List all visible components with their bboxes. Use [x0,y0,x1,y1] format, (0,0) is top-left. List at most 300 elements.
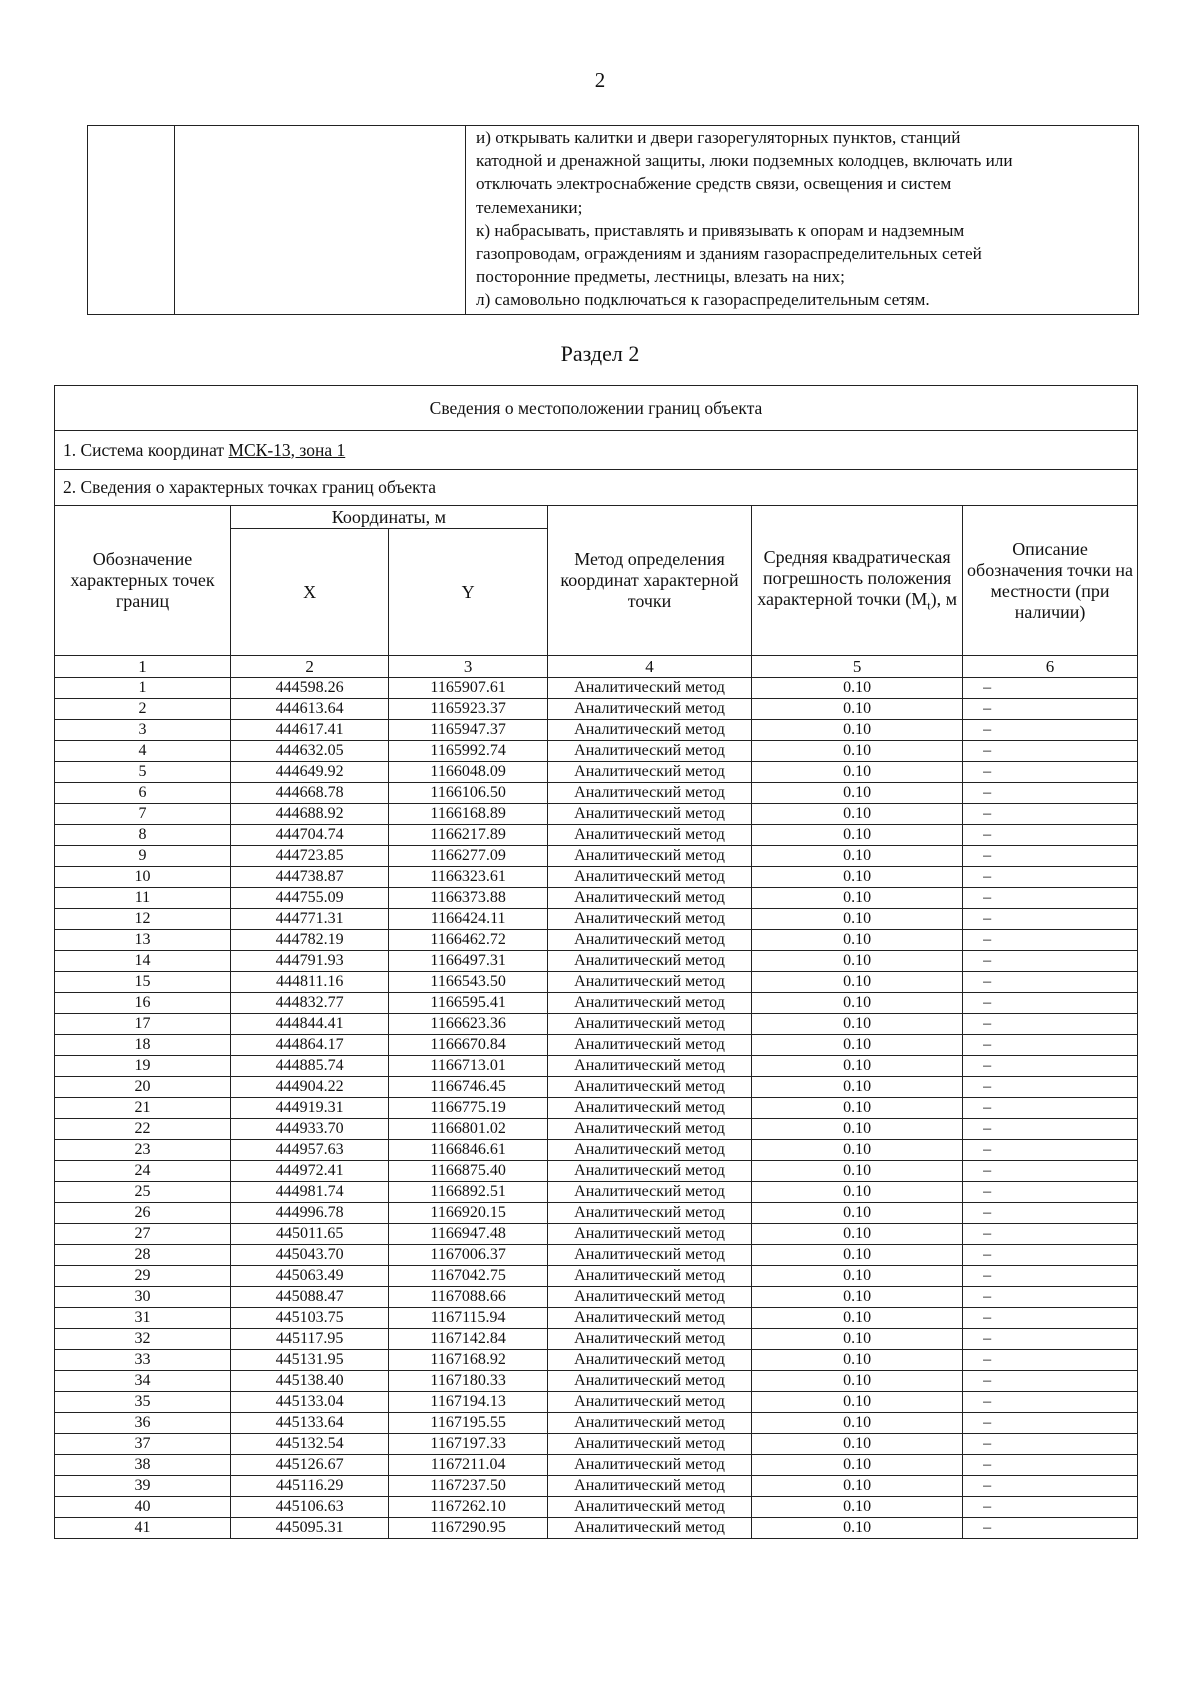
column-number: 2 [230,656,388,678]
table-row [55,1098,1138,1119]
method-cell: Аналитический метод [547,1287,751,1308]
point-number-cell: 2 [55,699,231,720]
coord-y-cell: 1166217.89 [389,825,547,846]
table-row [55,720,1138,741]
error-value-cell: 0.10 [752,825,963,846]
header-error-text: Средняя квадратическая погрешность положения характерной точки (M [757,547,952,610]
table-row [55,825,1138,846]
desc-cell: – [963,846,1138,867]
table-row [55,867,1138,888]
table-row [55,1434,1138,1455]
point-number-cell: 28 [55,1245,231,1266]
point-number-cell: 15 [55,972,231,993]
method-cell: Аналитический метод [547,1308,751,1329]
table-row [55,888,1138,909]
table-row [55,1329,1138,1350]
desc-cell: – [963,951,1138,972]
method-cell: Аналитический метод [547,678,751,699]
table-row [55,1392,1138,1413]
column-number-row [55,656,1138,678]
point-number-cell: 21 [55,1098,231,1119]
coord-system-cell [55,431,1138,470]
point-number-cell: 39 [55,1476,231,1497]
coord-y-cell: 1166670.84 [389,1035,547,1056]
error-value-cell: 0.10 [752,804,963,825]
error-value-cell: 0.10 [752,1119,963,1140]
table-row [55,783,1138,804]
coord-x-cell: 445131.95 [230,1350,388,1371]
desc-cell: – [963,1245,1138,1266]
coord-y-cell: 1166323.61 [389,867,547,888]
point-number-cell: 32 [55,1329,231,1350]
boundary-points-table [54,385,1138,1539]
column-number: 4 [547,656,751,678]
table-row [55,1350,1138,1371]
method-cell: Аналитический метод [547,951,751,972]
coord-y-cell: 1165907.61 [389,678,547,699]
desc-cell: – [963,888,1138,909]
coord-x-cell: 445126.67 [230,1455,388,1476]
table-row [55,1140,1138,1161]
desc-cell: – [963,1266,1138,1287]
coord-y-cell: 1166277.09 [389,846,547,867]
coord-y-cell: 1166801.02 [389,1119,547,1140]
error-value-cell: 0.10 [752,720,963,741]
point-number-cell: 17 [55,1014,231,1035]
coord-y-cell: 1167197.33 [389,1434,547,1455]
coord-y-cell: 1166920.15 [389,1203,547,1224]
coord-x-cell: 445011.65 [230,1224,388,1245]
header-description: Описание обозначения точки на местности (при наличии) [963,506,1138,656]
table-row [55,1371,1138,1392]
desc-cell: – [963,1413,1138,1434]
coord-x-cell: 444688.92 [230,804,388,825]
coord-y-cell: 1166106.50 [389,783,547,804]
coord-x-cell: 444811.16 [230,972,388,993]
error-value-cell: 0.10 [752,1455,963,1476]
error-value-cell: 0.10 [752,1392,963,1413]
method-cell: Аналитический метод [547,993,751,1014]
coord-y-cell: 1167006.37 [389,1245,547,1266]
header-error [752,506,963,656]
coord-y-cell: 1167142.84 [389,1329,547,1350]
method-cell: Аналитический метод [547,1056,751,1077]
error-value-cell: 0.10 [752,699,963,720]
point-number-cell: 34 [55,1371,231,1392]
method-cell: Аналитический метод [547,1329,751,1350]
table-row [55,930,1138,951]
desc-cell: – [963,867,1138,888]
coord-x-cell: 445133.04 [230,1392,388,1413]
method-cell: Аналитический метод [547,867,751,888]
method-cell: Аналитический метод [547,1203,751,1224]
table-row [55,1035,1138,1056]
point-number-cell: 22 [55,1119,231,1140]
coord-y-cell: 1166746.45 [389,1077,547,1098]
method-cell: Аналитический метод [547,1476,751,1497]
coord-x-cell: 444617.41 [230,720,388,741]
method-cell: Аналитический метод [547,1455,751,1476]
method-cell: Аналитический метод [547,1035,751,1056]
restriction-line: телемеханики; [476,197,583,217]
point-number-cell: 19 [55,1056,231,1077]
table-row [55,1455,1138,1476]
point-number-cell: 26 [55,1203,231,1224]
restrictions-empty-cell-2 [175,126,466,315]
point-number-cell: 29 [55,1266,231,1287]
coord-x-cell: 445043.70 [230,1245,388,1266]
coord-system-row [55,431,1138,470]
error-value-cell: 0.10 [752,993,963,1014]
point-number-cell: 33 [55,1350,231,1371]
coord-y-cell: 1167211.04 [389,1455,547,1476]
coord-y-cell: 1166543.50 [389,972,547,993]
header-coordinates: Координаты, м [230,506,547,529]
method-cell: Аналитический метод [547,930,751,951]
header-method: Метод определения координат характерной точки [547,506,751,656]
coord-y-cell: 1166892.51 [389,1182,547,1203]
coord-x-cell: 444613.64 [230,699,388,720]
coord-x-cell: 444996.78 [230,1203,388,1224]
point-number-cell: 37 [55,1434,231,1455]
coord-y-cell: 1167195.55 [389,1413,547,1434]
method-cell: Аналитический метод [547,762,751,783]
error-value-cell: 0.10 [752,1098,963,1119]
header-designation: Обозначение характерных точек границ [55,506,231,656]
method-cell: Аналитический метод [547,1140,751,1161]
error-value-cell: 0.10 [752,1350,963,1371]
desc-cell: – [963,1434,1138,1455]
desc-cell: – [963,678,1138,699]
desc-cell: – [963,1056,1138,1077]
column-number: 6 [963,656,1138,678]
error-value-cell: 0.10 [752,1329,963,1350]
error-value-cell: 0.10 [752,888,963,909]
restrictions-text-cell [466,126,1139,315]
table-row [55,678,1138,699]
coord-x-cell: 444791.93 [230,951,388,972]
table-row [55,1182,1138,1203]
table-row [55,1119,1138,1140]
restriction-line: катодной и дренажной защиты, люки подземных колодцев, включать или [476,151,1013,171]
coord-y-cell: 1166775.19 [389,1098,547,1119]
desc-cell: – [963,972,1138,993]
point-number-cell: 23 [55,1140,231,1161]
point-number-cell: 1 [55,678,231,699]
header-error-subscript: t [927,598,931,613]
desc-cell: – [963,930,1138,951]
table-row [55,762,1138,783]
point-number-cell: 16 [55,993,231,1014]
point-number-cell: 31 [55,1308,231,1329]
desc-cell: – [963,1224,1138,1245]
desc-cell: – [963,1497,1138,1518]
coord-y-cell: 1167262.10 [389,1497,547,1518]
method-cell: Аналитический метод [547,720,751,741]
points-heading-row [55,470,1138,506]
desc-cell: – [963,1182,1138,1203]
point-number-cell: 38 [55,1455,231,1476]
coord-x-cell: 444668.78 [230,783,388,804]
method-cell: Аналитический метод [547,1413,751,1434]
table-row [55,846,1138,867]
table-row [55,1161,1138,1182]
coord-x-cell: 444755.09 [230,888,388,909]
coord-x-cell: 444771.31 [230,909,388,930]
point-number-cell: 5 [55,762,231,783]
table-row [55,1308,1138,1329]
method-cell: Аналитический метод [547,1161,751,1182]
coord-x-cell: 445132.54 [230,1434,388,1455]
point-number-cell: 27 [55,1224,231,1245]
table-row [55,804,1138,825]
coord-y-cell: 1165992.74 [389,741,547,762]
error-value-cell: 0.10 [752,1203,963,1224]
point-number-cell: 9 [55,846,231,867]
column-number: 1 [55,656,231,678]
coord-x-cell: 444885.74 [230,1056,388,1077]
desc-cell: – [963,1350,1138,1371]
error-value-cell: 0.10 [752,1077,963,1098]
coord-y-cell: 1166497.31 [389,951,547,972]
error-value-cell: 0.10 [752,1266,963,1287]
table-row [55,972,1138,993]
desc-cell: – [963,1518,1138,1539]
method-cell: Аналитический метод [547,825,751,846]
coord-x-cell: 444832.77 [230,993,388,1014]
restriction-line: отключать электроснабжение средств связи, освещения и систем [476,174,952,194]
desc-cell: – [963,699,1138,720]
column-number: 3 [389,656,547,678]
point-number-cell: 24 [55,1161,231,1182]
restrictions-table [87,125,1139,315]
coord-y-cell: 1167168.92 [389,1350,547,1371]
desc-cell: – [963,1287,1138,1308]
coord-y-cell: 1166846.61 [389,1140,547,1161]
method-cell: Аналитический метод [547,1245,751,1266]
restrictions-row [88,126,1139,315]
method-cell: Аналитический метод [547,1434,751,1455]
point-number-cell: 35 [55,1392,231,1413]
desc-cell: – [963,1014,1138,1035]
coord-y-cell: 1167194.13 [389,1392,547,1413]
table-title: Сведения о местоположении границ объекта [55,386,1138,431]
error-value-cell: 0.10 [752,1308,963,1329]
table-row [55,1497,1138,1518]
restriction-line: и) открывать калитки и двери газорегуляторных пунктов, станций [476,128,961,147]
method-cell: Аналитический метод [547,804,751,825]
coord-system-label: 1. Система координат [63,439,229,460]
error-value-cell: 0.10 [752,1434,963,1455]
error-value-cell: 0.10 [752,1161,963,1182]
coord-x-cell: 444957.63 [230,1140,388,1161]
desc-cell: – [963,1455,1138,1476]
coord-x-cell: 445133.64 [230,1413,388,1434]
coord-x-cell: 445063.49 [230,1266,388,1287]
desc-cell: – [963,762,1138,783]
coord-x-cell: 444649.92 [230,762,388,783]
error-value-cell: 0.10 [752,1056,963,1077]
table-row [55,1413,1138,1434]
coord-x-cell: 444864.17 [230,1035,388,1056]
method-cell: Аналитический метод [547,699,751,720]
error-value-cell: 0.10 [752,1245,963,1266]
point-number-cell: 3 [55,720,231,741]
method-cell: Аналитический метод [547,909,751,930]
method-cell: Аналитический метод [547,1371,751,1392]
point-number-cell: 11 [55,888,231,909]
header-error-unit: ), м [930,589,957,610]
coord-y-cell: 1166168.89 [389,804,547,825]
coord-x-cell: 444981.74 [230,1182,388,1203]
restriction-line: посторонние предметы, лестницы, влезать на них; [476,267,845,287]
method-cell: Аналитический метод [547,1098,751,1119]
method-cell: Аналитический метод [547,1350,751,1371]
coord-x-cell: 445095.31 [230,1518,388,1539]
table-row [55,1287,1138,1308]
coord-x-cell: 444919.31 [230,1098,388,1119]
error-value-cell: 0.10 [752,762,963,783]
method-cell: Аналитический метод [547,783,751,804]
desc-cell: – [963,720,1138,741]
coord-x-cell: 445138.40 [230,1371,388,1392]
desc-cell: – [963,1329,1138,1350]
point-number-cell: 40 [55,1497,231,1518]
error-value-cell: 0.10 [752,1497,963,1518]
desc-cell: – [963,1077,1138,1098]
coord-y-cell: 1167237.50 [389,1476,547,1497]
coord-x-cell: 444704.74 [230,825,388,846]
table-row [55,1056,1138,1077]
error-value-cell: 0.10 [752,972,963,993]
table-row [55,1518,1138,1539]
error-value-cell: 0.10 [752,1035,963,1056]
desc-cell: – [963,1308,1138,1329]
section-title: Раздел 2 [560,341,640,366]
method-cell: Аналитический метод [547,846,751,867]
point-number-cell: 12 [55,909,231,930]
coord-x-cell: 444933.70 [230,1119,388,1140]
table-row [55,1224,1138,1245]
coord-system-value: МСК-13, зона 1 [228,439,346,460]
coord-y-cell: 1166713.01 [389,1056,547,1077]
coord-y-cell: 1166875.40 [389,1161,547,1182]
point-number-cell: 36 [55,1413,231,1434]
coord-y-cell: 1167290.95 [389,1518,547,1539]
error-value-cell: 0.10 [752,909,963,930]
method-cell: Аналитический метод [547,1266,751,1287]
coord-y-cell: 1166595.41 [389,993,547,1014]
coord-x-cell: 445106.63 [230,1497,388,1518]
header-row-1 [55,506,1138,529]
table-row [55,699,1138,720]
coord-y-cell: 1166424.11 [389,909,547,930]
points-heading: 2. Сведения о характерных точках границ объекта [55,470,1138,506]
desc-cell: – [963,741,1138,762]
coord-x-cell: 444904.22 [230,1077,388,1098]
desc-cell: – [963,1035,1138,1056]
point-number-cell: 14 [55,951,231,972]
error-value-cell: 0.10 [752,1287,963,1308]
table-row [55,1014,1138,1035]
desc-cell: – [963,1476,1138,1497]
header-y: Y [389,529,547,656]
coord-y-cell: 1167115.94 [389,1308,547,1329]
coord-x-cell: 444782.19 [230,930,388,951]
table-row [55,1077,1138,1098]
table-row [55,1476,1138,1497]
error-value-cell: 0.10 [752,1182,963,1203]
coord-y-cell: 1166623.36 [389,1014,547,1035]
method-cell: Аналитический метод [547,1518,751,1539]
method-cell: Аналитический метод [547,1497,751,1518]
restriction-line: газопроводам, ограждениям и зданиям газораспределительных сетей [476,244,982,264]
point-number-cell: 41 [55,1518,231,1539]
desc-cell: – [963,783,1138,804]
error-value-cell: 0.10 [752,846,963,867]
error-value-cell: 0.10 [752,951,963,972]
table-row [55,1245,1138,1266]
desc-cell: – [963,1098,1138,1119]
error-value-cell: 0.10 [752,867,963,888]
point-number-cell: 13 [55,930,231,951]
coord-y-cell: 1167180.33 [389,1371,547,1392]
desc-cell: – [963,1140,1138,1161]
table-row [55,1266,1138,1287]
coord-x-cell: 445116.29 [230,1476,388,1497]
desc-cell: – [963,993,1138,1014]
coord-y-cell: 1166373.88 [389,888,547,909]
point-number-cell: 8 [55,825,231,846]
restriction-line: к) набрасывать, приставлять и привязывать к опорам и надземным [476,220,965,240]
error-value-cell: 0.10 [752,1224,963,1245]
error-value-cell: 0.10 [752,678,963,699]
point-number-cell: 25 [55,1182,231,1203]
error-value-cell: 0.10 [752,1518,963,1539]
method-cell: Аналитический метод [547,1224,751,1245]
table-row [55,909,1138,930]
coord-y-cell: 1167088.66 [389,1287,547,1308]
method-cell: Аналитический метод [547,1182,751,1203]
column-number: 5 [752,656,963,678]
desc-cell: – [963,1392,1138,1413]
point-number-cell: 6 [55,783,231,804]
desc-cell: – [963,804,1138,825]
coord-y-cell: 1165923.37 [389,699,547,720]
error-value-cell: 0.10 [752,930,963,951]
method-cell: Аналитический метод [547,741,751,762]
desc-cell: – [963,1203,1138,1224]
desc-cell: – [963,1371,1138,1392]
error-value-cell: 0.10 [752,1476,963,1497]
method-cell: Аналитический метод [547,1014,751,1035]
coord-x-cell: 444738.87 [230,867,388,888]
point-number-cell: 4 [55,741,231,762]
coord-y-cell: 1166048.09 [389,762,547,783]
method-cell: Аналитический метод [547,972,751,993]
coord-x-cell: 445117.95 [230,1329,388,1350]
method-cell: Аналитический метод [547,1119,751,1140]
desc-cell: – [963,825,1138,846]
page-number: 2 [594,68,606,92]
table-row [55,993,1138,1014]
coord-x-cell: 444598.26 [230,678,388,699]
desc-cell: – [963,909,1138,930]
table-row [55,1203,1138,1224]
method-cell: Аналитический метод [547,1077,751,1098]
point-number-cell: 10 [55,867,231,888]
method-cell: Аналитический метод [547,888,751,909]
